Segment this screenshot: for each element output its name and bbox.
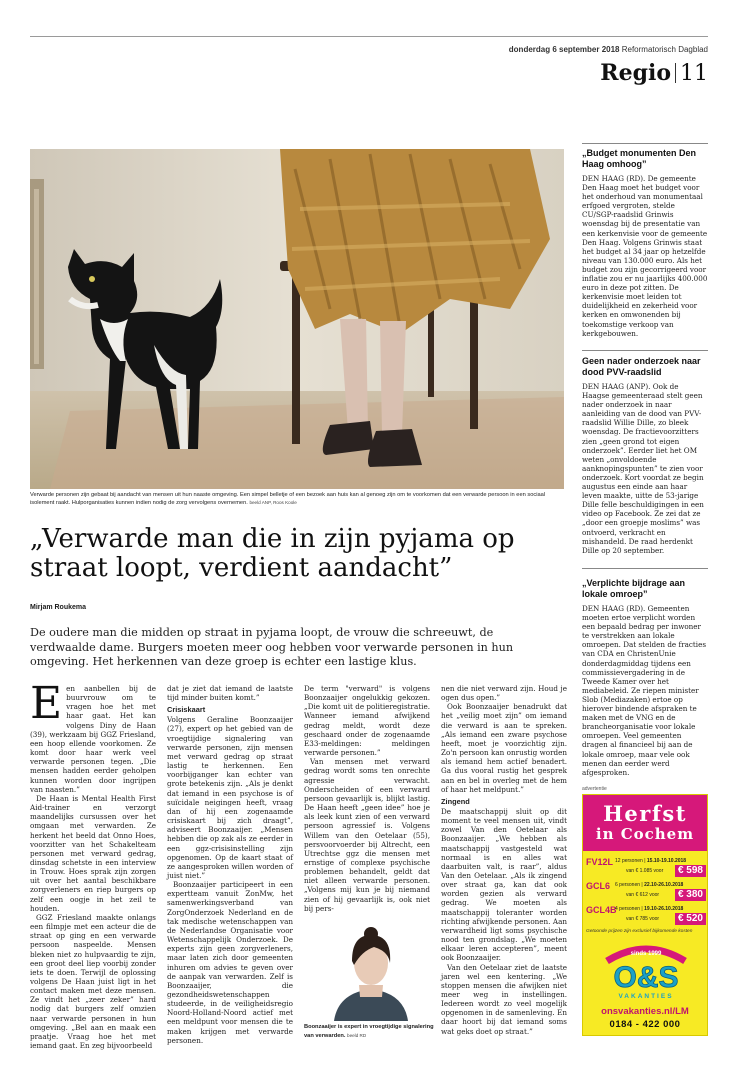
offer-old-price: van € 612 voor xyxy=(626,892,660,898)
offer-old-price: van € 785 voor xyxy=(626,916,660,922)
offer-code: FV12L xyxy=(586,857,614,867)
logo-text: O&S xyxy=(613,961,679,994)
paragraph: en aanbellen bij de buurvrouw om te vragen hoe het met haar gaat. Het kan volgens Diny de Haan (39), werkzaam bij GGZ Friesland, een hoop ellende voorkomen. Ze komt door haar werk veel verwarde personen tegen. „Die mensen hadden eerder geholpen kunnen worden door ingrijpen van naasten.” xyxy=(30,684,156,794)
paragraph: Volgens Geraline Boonzaaijer (27), expert op het gebied van de vroegtijdige signalering van verwarde personen, zijn mensen met verward gedrag op straat lastig te herkennen. Een voorbijganger kan echter van grote betekenis zijn. „Als je denkt dat iemand in een psychose is of suïcidale neigingen heeft, vraag dan of hij een zogenaamde crisiskaart bij zich draagt”, adviseert Boonzaaijer. „Mensen hebben die op zak als ze eerder in een ggz-crisisinstelling zijn opgenomen. Op de kaart staat of ze aangesproken willen worden of juist niet.” xyxy=(167,715,293,880)
offer-price: € 520 xyxy=(675,913,706,925)
offer-persons: 6 personen xyxy=(615,882,641,888)
paragraph: dat je ziet dat iemand de laatste tijd minder buiten komt.” xyxy=(167,684,293,703)
offer-persons: 4 personen xyxy=(615,906,641,912)
ad-header xyxy=(583,795,707,851)
photo-illustration xyxy=(30,149,564,489)
offer-price: € 598 xyxy=(675,865,706,877)
os-vakanties-logo xyxy=(597,939,695,1001)
subheading-crisiskaart: Crisiskaart xyxy=(167,705,206,715)
ad-phone-number: 0184 - 422 000 xyxy=(609,1019,681,1030)
ad-subtitle: in Cochem xyxy=(595,825,695,843)
drop-cap: E xyxy=(30,678,63,729)
advertisement-label: advertentie xyxy=(582,786,607,792)
paragraph: De maatschappij sluit op dit moment te veel mensen uit, vindt zowel Van den Oetelaar als Boonzaaijer. „We hebben als maatschappij vastgesteld wat normaal is en alles wat daarbuiten valt, is raar”, aldus Van den Oetelaar. „Als ik zingend over straat ga, kan dat ook worden gezien als verward gedrag. We moeten als maatschappij toleranter worden richting afwijkende personen. Aan verwardheid ligt soms psychische nood ten grondslag. „We moeten elkaar leren accepteren”, meent ook Boonzaaijer. xyxy=(441,806,567,963)
top-rule xyxy=(30,36,708,37)
portrait-caption-text: Boonzaaijer is expert in vroegtijdige signalering van verwarden. xyxy=(304,1024,434,1039)
brief-text: DEN HAAG (RD). De gemeente Den Haag moet het budget voor het onderhoud van monumentaal erfgoed vergroten, stelde CU/SGP-raadslid Grinwis woensdag bij de presentatie van een kerkenvisie voor de gemeente Den Haag. Volgens Grinwis staat het budget al 34 jaar op hetzelfde niveau van 130.000 euro. Als het budget zou zijn gecorrigeerd voor inflatie zou er nu jaarlijks 400.000 euro in deze pot zitten. De kerkenvisie moet leiden tot duidelijkheid en zekerheid voor kerken en omwonenden bij toekomstige verkoop van kerkgebouwen. xyxy=(582,174,708,338)
article-headline: „Verwarde man die in zijn pyjama op straat loopt, verdient aandacht” xyxy=(30,524,515,583)
brief-title: „Verplichte bijdrage aan lokale omroep” xyxy=(582,578,686,599)
offer-details: 4 personen | 19.10-26.10.2018 xyxy=(615,906,684,912)
paragraph: Ook Boonzaaijer benadrukt dat het „veilig moet zijn” om iemand die verward is aan te spreken. „Als iemand een zware psychose heeft, moet je voorzichtig zijn. Zo'n persoon kan onrustig worden als iemand hem actief benadert. Ga dus vooral rustig het gesprek aan en bel in overleg met de hem of haar het meldpunt.” xyxy=(441,702,567,794)
news-brief-omroep xyxy=(582,578,708,777)
portrait-illustration xyxy=(304,921,438,1021)
photo-caption xyxy=(30,491,566,507)
section-divider xyxy=(675,63,676,83)
dateline xyxy=(509,45,708,54)
offer-dates: 22.10-26.10.2018 xyxy=(644,882,684,888)
offer-dates: 19.10-26.10.2018 xyxy=(644,906,684,912)
subheading-zingend: Zingend xyxy=(441,796,470,806)
radiator-shape xyxy=(30,179,44,369)
byline: Mirjam Roukema xyxy=(30,604,87,611)
offer-code: GCL6 xyxy=(586,881,611,891)
paragraph: De term "verward" is volgens Boonzaaijer ongelukkig gekozen. „Die komt uit de politieregistratie. Wanneer iemand afwijkend gedrag meldt, wordt deze geschaard onder de zogenaamde E33-meldingen: meldingen verwarde personen.” xyxy=(304,684,430,758)
sidebar-rule xyxy=(582,143,708,144)
paragraph: Van den Oetelaar ziet de laatste jaren wel een kentering. „We stoppen mensen die afwijken niet meer weg in instellingen. Iedereen wordt zo veel mogelijk opgenomen in de samenleving. En daar hoort bij dat iemand soms wat geks doet op straat.” xyxy=(441,962,567,1036)
offer-persons: 12 personen xyxy=(615,858,643,864)
ad-disclaimer: Getoonde prijzen zijn exclusief bijkomende kosten xyxy=(586,929,693,934)
body-column-3 xyxy=(304,684,430,913)
offer-code: GCL4B xyxy=(586,905,617,915)
brief-title: „Budget monumenten Den Haag omhoog” xyxy=(582,148,696,169)
offer-details: 6 personen | 22.10-26.10.2018 xyxy=(615,882,684,888)
issue-date: donderdag 6 september 2018 xyxy=(508,45,620,54)
paper-name: Reformatorisch Dagblad xyxy=(621,45,708,54)
portrait-credit: beeld RD xyxy=(347,1032,367,1038)
caption-text: Verwarde personen zijn gebaat bij aandacht van mensen uit hun naaste omgeving. Een simpel belletje of een bezoek aan huis kan al genoeg zijn om te voorkomen dat een verwarde persoon in een sociaal isolement raakt. Hulporganisaties kunnen indien nodig de zorg vervolgens overnemen. xyxy=(30,492,546,507)
paragraph: Van mensen met verward gedrag wordt soms ten onrechte agressie verwacht. Onderscheiden of een verward persoon gevaarlijk is, blijkt lastig. De Haan heeft „geen idee” hoe je als leek kunt zien of een verward persoon agressief is. Volgens Willem van den Oetelaar (55), persvoorvoerder bij Altrecht, een Utrechtse ggz die mensen met ernstige of complexe psychische problemen behandelt, geldt dat niet alleen verwarde personen. „Volgens mij kun je bij niemand zien of hij gevaarlijk is, ook niet bij pers- xyxy=(304,757,430,913)
logo-sub: VAKANTIES xyxy=(618,993,674,1000)
paragraph: Boonzaaijer participeert in een expertteam vanuit ZonMw, het samenwerkingsverband van ZorgOnderzoek Nederland en de tak medische wetenschappen van de Nederlandse Organisatie voor Wetenschappelijk Onderzoek. De experts zijn geen zorgverleners, maar laten zich door gemeenten inhuren om advies te geven over de aanpak van verwarden. Zelf is Boonzaaijer, die gezondheidswetenschappen studeerde, in de veiligheidsregio Noord-Holland-Noord actief met een meldpunt voor mensen die te maken krijgen met verwarde personen. xyxy=(167,880,293,1045)
brief-text: DEN HAAG (ANP). Ook de Haagse gemeenteraad stelt geen nader onderzoek in naar aanleiding van de dood van PVV-raadslid Willie Dille, zo bleek woensdag. De fractievoorzitters zien „geen grond tot eigen onderzoek”. Eerder liet het OM weten „onvoldoende aanknopingspunten” te zien voor onderzoek. Kort voordat ze begin augustus een einde aan haar leven maakte, uitte de 53-jarige Dille felle beschuldigingen in een video op Facebook. Ze zei dat ze „door een groepje moslims” was ontvoerd, verkracht en mishandeld. De raad herdenkt Dille op 20 september. xyxy=(582,382,704,555)
offer-price: € 380 xyxy=(675,889,706,901)
brief-title: Geen nader onderzoek naar dood PVV-raadslid xyxy=(582,356,701,377)
advertisement[interactable] xyxy=(582,794,708,1036)
logo-since: sinds 1999 xyxy=(630,951,662,957)
paragraph: nen die niet verward zijn. Houd je ogen dus open.” xyxy=(441,684,567,703)
section-name: Regio xyxy=(600,60,671,86)
portrait-photo xyxy=(304,921,438,1021)
photo-credit: beeld ANP, Roos Koole xyxy=(249,500,297,506)
ad-offer-row xyxy=(586,857,706,877)
sidebar-rule xyxy=(582,568,708,569)
ad-offer-row xyxy=(586,905,706,925)
news-brief-pvv xyxy=(582,356,708,555)
offer-dates: 15.10-19.10.2018 xyxy=(646,858,687,864)
paragraph: GGZ Friesland maakte onlangs een filmpje met een acteur die de straat op ging en een verwarde persoon naspeelde. Mensen bleken niet zo hulpvaardig te zijn, een groot deel liep voorbij zonder iets te doen. Terwijl de oplossing volgens De Haan juist ligt in het contact maken met deze mensen. Ze vindt het „zeer zeker” hard nodig dat burgers zelf omzien naar verwarde personen in hun omgeving. „Bel aan en maak een praatje. Vraag hoe het met iemand gaat. En zeg bijvoorbeeld xyxy=(30,912,156,1051)
main-photo xyxy=(30,149,564,489)
sidebar-rule xyxy=(582,350,708,351)
offer-old-price: van € 1.085 voor xyxy=(626,868,664,874)
news-brief-monumenten xyxy=(582,148,708,338)
article-lead: De oudere man die midden op straat in pyjama loopt, de vrouw die schreeuwt, de verdwaalde dame. Burgers moeten meer oog hebben voor verwarde personen in hun omgeving. Het herkennen van deze groep is echter een lastige klus. xyxy=(30,626,514,669)
ad-website-link[interactable]: onsvakanties.nl/LM xyxy=(601,1006,689,1017)
brief-text: DEN HAAG (RD). Gemeenten moeten ertoe verplicht worden een bepaald bedrag per inwoner te verstrekken aan lokale omroepen. Dat stelden de fracties van CDA en ChristenUnie donderdagmiddag tijdens een commissievergadering in de Tweede Kamer over het mediabeleid. Ze riepen minister Slob (Mediazaken) ertoe op hierover bindende afspraken te maken met de VNG en de brancheorganisatie voor lokale omroepen. Veel gemeenten dragen al financieel bij aan de lokale omroep, maar vele ook menen dan eerder werd afgesproken. xyxy=(582,604,707,777)
offer-details: 12 personen | 15.10-19.10.2018 xyxy=(615,858,687,864)
page-number: 11 xyxy=(680,61,708,86)
body-column-2 xyxy=(167,684,293,1045)
paragraph: De Haan is Mental Health First Aid-trainer en verzorgt maandelijks cursussen over het omgaan met verwarden. Ze herkent het beeld dat Onno Hoes, voorzitter van het Schakelteam personen met verward gedrag, dinsdag schetste in een interview in Trouw. Hoes sprak zijn zorgen uit over het aantal beschikbare zorgverleners en riep burgers op zelf een oogje in het zeil te houden. xyxy=(30,793,156,913)
portrait-caption xyxy=(304,1024,440,1041)
body-column-1 xyxy=(30,678,156,1051)
section-header xyxy=(600,60,708,86)
ad-title: Herfst xyxy=(603,801,687,826)
body-column-4 xyxy=(441,684,567,1036)
ad-offer-row xyxy=(586,881,706,901)
